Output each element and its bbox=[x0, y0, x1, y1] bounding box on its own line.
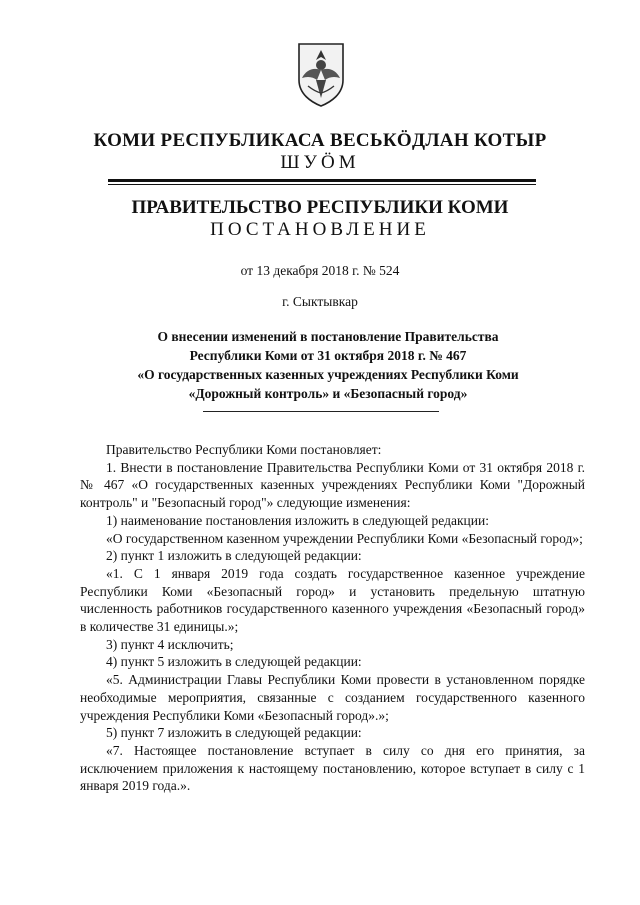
komi-document-type: ШУӦМ bbox=[280, 152, 360, 173]
document-title-line: О внесении изменений в постановление Правительства bbox=[157, 329, 499, 344]
document-title-line: Республики Коми от 31 октября 2018 г. № 467 bbox=[189, 348, 467, 363]
komi-government-title: КОМИ РЕСПУБЛИКАСА ВЕСЬКӦДЛАН КОТЫР bbox=[93, 130, 547, 151]
body-paragraph: 2) пункт 1 изложить в следующей редакции: bbox=[106, 548, 362, 564]
document-title bbox=[110, 327, 546, 403]
document-title-line: «Дорожный контроль» и «Безопасный город» bbox=[188, 386, 468, 401]
body-paragraph: Правительство Республики Коми постановляет: bbox=[106, 442, 382, 457]
komi-coat-of-arms-icon bbox=[295, 40, 347, 108]
body-paragraph: «7. Настоящее постановление вступает в силу со дня его принятия, за исключением приложения к настоящему постановлению, которое вступает в силу с 1 января 2019 года.». bbox=[80, 742, 585, 794]
document-city: г. Сыктывкар bbox=[282, 294, 358, 309]
body-paragraph: «О государственном казенном учреждении Республики Коми «Безопасный город»; bbox=[106, 530, 583, 546]
title-underline bbox=[203, 411, 439, 412]
header-divider-thin bbox=[108, 184, 536, 185]
body-paragraph: 5) пункт 7 изложить в следующей редакции: bbox=[106, 725, 362, 741]
document-date-number: от 13 декабря 2018 г. № 524 bbox=[240, 263, 400, 278]
document-title-line: «О государственных казенных учреждениях Республики Коми bbox=[137, 367, 519, 382]
body-paragraph: 3) пункт 4 исключить; bbox=[106, 636, 234, 652]
document-body bbox=[80, 441, 585, 795]
government-title: ПРАВИТЕЛЬСТВО РЕСПУБЛИКИ КОМИ bbox=[131, 197, 509, 218]
header-divider-thick bbox=[108, 179, 536, 182]
body-paragraph: 4) пункт 5 изложить в следующей редакции: bbox=[106, 654, 362, 670]
body-paragraph: «1. С 1 января 2019 года создать государственное казенное учреждение Республики Коми «Безопасный город» и установить предельную штатную численность работников государственного казенного учреждения «Безопасный город» в количестве 31 единицы.»; bbox=[80, 565, 585, 635]
body-paragraph: «5. Администрации Главы Республики Коми провести в установленном порядке необходимые мероприятия, связанные с созданием государственного казенного учреждения Республики Коми «Безопасный город».»; bbox=[80, 672, 585, 723]
body-paragraph: 1) наименование постановления изложить в следующей редакции: bbox=[106, 512, 489, 528]
body-paragraph: 1. Внести в постановление Правительства Республики Коми от 31 октября 2018 г. № 467 «О государственных казенных учреждениях Республики Коми "Дорожный контроль" и "Безопасный город"» следующие изменения: bbox=[80, 459, 585, 511]
document-type: ПОСТАНОВЛЕНИЕ bbox=[210, 219, 430, 240]
